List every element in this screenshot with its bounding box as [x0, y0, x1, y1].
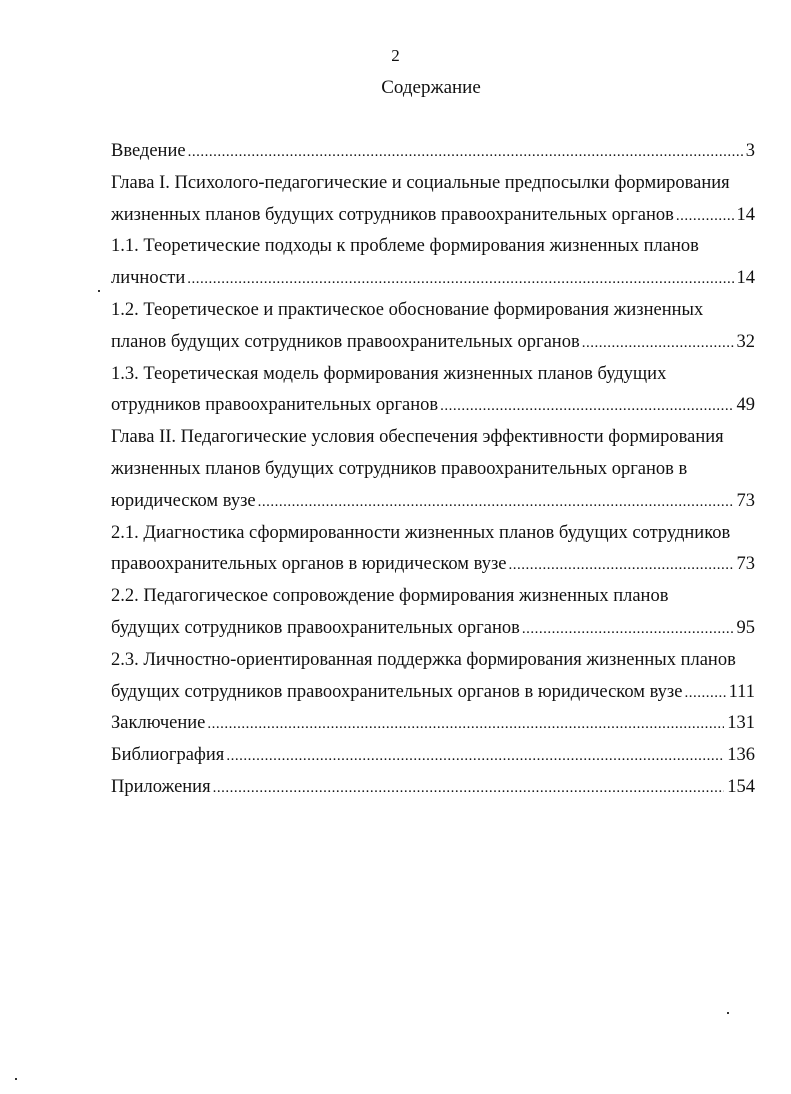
scan-speck [727, 1012, 729, 1014]
toc-entry[interactable] [111, 168, 755, 232]
toc-entry-page-number: 95 [736, 617, 755, 638]
toc-entry-page-number: 111 [728, 681, 755, 702]
toc-entry-label: личности [111, 268, 186, 289]
toc-entry[interactable] [111, 231, 755, 295]
toc-entry-label: правоохранительных органов в юридическом вузе [111, 554, 507, 575]
toc-entry-last-line [111, 263, 755, 295]
dot-leader [440, 391, 733, 423]
toc-entry-text-line: Глава I. Психолого-педагогические и социальные предпосылки формирования [111, 172, 730, 193]
scan-speck [15, 1078, 17, 1080]
toc-entry-page-number: 73 [736, 490, 755, 511]
toc-entry[interactable] [111, 645, 755, 709]
toc-entry-page-number: 136 [727, 745, 755, 766]
toc-entry-label: отрудников правоохранительных органов [111, 395, 439, 416]
toc-entry[interactable] [111, 518, 755, 582]
dot-leader [582, 328, 734, 360]
page-number: 2 [391, 46, 400, 65]
toc-entry-last-line [111, 327, 755, 359]
toc-entry-page-number: 3 [745, 141, 755, 161]
toc-entry-last-line [111, 136, 755, 168]
toc-entry-last-line [111, 772, 755, 804]
toc-entry-last-line [111, 486, 755, 518]
toc-entry-text-line: 1.1. Теоретические подходы к проблеме формирования жизненных планов [111, 236, 699, 257]
toc-entry-last-line [111, 740, 755, 772]
dot-leader [684, 678, 725, 710]
toc-entry-page-number: 131 [727, 713, 755, 734]
toc-entry-label: Введение [111, 141, 186, 161]
toc-entry-last-line [111, 390, 755, 422]
dot-leader [676, 201, 734, 233]
toc-entry-label: Библиография [111, 745, 225, 766]
toc-entry-label: жизненных планов будущих сотрудников правоохранительных органов [111, 204, 674, 225]
toc-entry-last-line [111, 549, 755, 581]
toc-entry-last-line [111, 708, 755, 740]
toc-entry[interactable] [111, 708, 755, 740]
toc-entry-last-line [111, 613, 755, 645]
toc-entry-text-line: 1.2. Теоретическое и практическое обоснование формирования жизненных [111, 299, 704, 320]
dot-leader [213, 773, 725, 805]
toc-entry[interactable] [111, 295, 755, 359]
dot-leader [258, 487, 734, 519]
toc-entry-text-line: 2.1. Диагностика сформированности жизненных планов будущих сотрудников [111, 522, 731, 543]
toc-entry-label: будущих сотрудников правоохранительных органов в юридическом вузе [111, 681, 683, 702]
toc-entry-text-line: 1.3. Теоретическая модель формирования жизненных планов будущих [111, 363, 667, 384]
toc-entry-page-number: 14 [736, 268, 755, 289]
toc-entry-last-line [111, 677, 755, 709]
toc-entry-page-number: 73 [736, 554, 755, 575]
toc-entry-page-number: 32 [736, 331, 755, 352]
dot-leader [522, 614, 734, 646]
dot-leader [207, 709, 724, 741]
dot-leader [226, 741, 724, 773]
toc-entry-text-line: Глава II. Педагогические условия обеспечения эффективности формирования [111, 427, 724, 448]
toc-entry-label: будущих сотрудников правоохранительных органов [111, 617, 520, 638]
toc-entry[interactable] [111, 136, 755, 168]
toc-entry[interactable] [111, 581, 755, 645]
toc-entry-label: юридическом вузе [111, 490, 256, 511]
page-title: Содержание [381, 77, 481, 98]
dot-leader [187, 264, 733, 296]
toc-entry-page-number: 49 [736, 395, 755, 416]
toc-entry[interactable] [111, 740, 755, 772]
toc-entry-label: планов будущих сотрудников правоохранительных органов [111, 331, 580, 352]
toc-entry-last-line [111, 200, 755, 232]
table-of-contents [111, 136, 755, 804]
toc-entry-text-line: 2.3. Личностно-ориентированная поддержка формирования жизненных планов [111, 649, 736, 670]
toc-entry[interactable] [111, 359, 755, 423]
dot-leader [188, 137, 743, 169]
toc-entry[interactable] [111, 422, 755, 517]
dot-leader [508, 550, 733, 582]
toc-entry-label: Заключение [111, 713, 206, 734]
scan-speck [98, 290, 100, 292]
toc-entry-label: Приложения [111, 776, 211, 797]
toc-entry-page-number: 154 [727, 776, 755, 797]
toc-entry[interactable] [111, 772, 755, 804]
toc-entry-page-number: 14 [736, 204, 755, 225]
toc-entry-text-line: жизненных планов будущих сотрудников правоохранительных органов в [111, 458, 688, 479]
toc-entry-text-line: 2.2. Педагогическое сопровождение формирования жизненных планов [111, 586, 669, 607]
